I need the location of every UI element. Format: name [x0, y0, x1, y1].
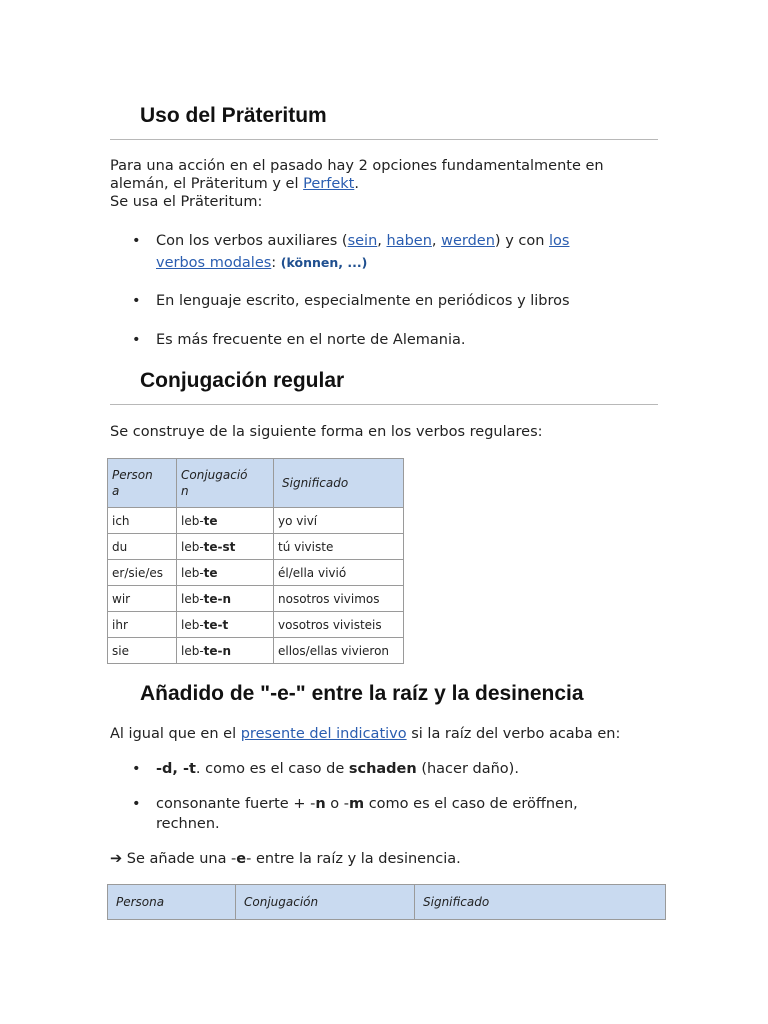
- conjugation-table-2: [107, 884, 666, 920]
- cell-person: du: [108, 534, 177, 560]
- link-verbos-modales[interactable]: los verbos modales: [156, 233, 570, 271]
- cell-person: wir: [108, 586, 177, 612]
- cell-conjugation: leb-te-n: [177, 586, 274, 612]
- cell-person: er/sie/es: [108, 560, 177, 586]
- bullet-bold: schaden: [348, 761, 417, 777]
- separator: ,: [377, 233, 387, 249]
- cell-conjugation: leb-te-n: [177, 638, 274, 664]
- bullet-text: como es el caso de eröffnen,: [364, 796, 578, 812]
- link-sein[interactable]: sein: [347, 233, 378, 249]
- cell-meaning: yo viví: [274, 508, 404, 534]
- heading-uso-prateritum: Uso del Präteritum: [140, 104, 327, 127]
- cell-meaning: vosotros vivisteis: [274, 612, 404, 638]
- bullet-icon: •: [132, 796, 141, 812]
- table-header-persona: Persona: [108, 885, 236, 920]
- bullet-text: (hacer daño).: [416, 761, 519, 777]
- modal-examples: (können, ...): [280, 255, 368, 270]
- table-row: [108, 534, 404, 560]
- usage-list: [110, 230, 650, 351]
- separator: ,: [431, 233, 442, 249]
- list-item: [110, 230, 650, 290]
- bullet-icon: •: [132, 293, 141, 309]
- intro-text: si la raíz del verbo acaba en:: [406, 726, 621, 742]
- cell-conjugation: leb-te-st: [177, 534, 274, 560]
- list-item: [110, 758, 650, 794]
- bullet-icon: •: [132, 233, 141, 249]
- link-werden[interactable]: werden: [441, 233, 495, 249]
- section3-intro: [110, 725, 670, 743]
- bullet-text: :: [271, 255, 281, 271]
- cell-person: ihr: [108, 612, 177, 638]
- section2-intro: Se construye de la siguiente forma en los verbos regulares:: [110, 424, 543, 440]
- link-haben[interactable]: haben: [386, 233, 432, 249]
- table-header-conjugacion: Conjugación: [236, 885, 415, 920]
- ending-list: [110, 758, 650, 838]
- bullet-text: ) y con: [494, 233, 550, 249]
- heading-conjugacion-regular: Conjugación regular: [140, 369, 345, 392]
- intro-paragraph: [110, 157, 670, 211]
- bullet-icon: •: [132, 761, 141, 777]
- cell-person: sie: [108, 638, 177, 664]
- note-text: - entre la raíz y la desinencia.: [246, 851, 461, 867]
- table-row: [108, 612, 404, 638]
- table-row: [108, 560, 404, 586]
- bullet-bold: -d, -t: [156, 761, 196, 777]
- cell-conjugation: leb-te: [177, 560, 274, 586]
- intro-line-2a: alemán, el Präteritum y el: [110, 176, 304, 192]
- list-item: [110, 290, 650, 329]
- cell-conjugation: leb-te: [177, 508, 274, 534]
- table-header-conjugacion: Conjugació n: [177, 459, 274, 508]
- cell-meaning: nosotros vivimos: [274, 586, 404, 612]
- bullet-text: consonante fuerte + -: [156, 796, 316, 812]
- table-header-significado: Significado: [274, 459, 404, 508]
- intro-text: Al igual que en el: [110, 726, 241, 742]
- table-header-persona: Person a: [108, 459, 177, 508]
- link-presente-indicativo[interactable]: presente del indicativo: [240, 726, 407, 742]
- bullet-icon: •: [132, 332, 141, 348]
- list-item: [110, 329, 650, 351]
- heading-divider: [110, 139, 658, 140]
- heading-anadido-e: Añadido de "-e-" entre la raíz y la desinencia: [140, 682, 584, 705]
- bullet-text: En lenguaje escrito, especialmente en periódicos y libros: [156, 293, 570, 309]
- table-row: [108, 508, 404, 534]
- cell-person: ich: [108, 508, 177, 534]
- bullet-text: Con los verbos auxiliares (: [156, 233, 348, 249]
- table-row: [108, 638, 404, 664]
- table-header-significado: Significado: [415, 885, 666, 920]
- cell-conjugation: leb-te-t: [177, 612, 274, 638]
- bullet-text: Es más frecuente en el norte de Alemania.: [156, 332, 466, 348]
- intro-line-2b: .: [354, 176, 359, 192]
- bullet-text: o -: [325, 796, 349, 812]
- section3-note: [110, 850, 670, 868]
- intro-line-3: Se usa el Präteritum:: [110, 194, 263, 210]
- heading-divider: [110, 404, 658, 405]
- conjugation-table: [107, 458, 404, 664]
- intro-line-1: Para una acción en el pasado hay 2 opciones fundamentalmente en: [110, 158, 604, 174]
- cell-meaning: él/ella vivió: [274, 560, 404, 586]
- note-text: ➔ Se añade una -: [110, 851, 237, 867]
- list-item: [110, 794, 650, 838]
- cell-meaning: tú viviste: [274, 534, 404, 560]
- table-row: [108, 586, 404, 612]
- link-perfekt[interactable]: Perfekt: [303, 176, 355, 192]
- cell-meaning: ellos/ellas vivieron: [274, 638, 404, 664]
- bullet-bold: n: [315, 796, 326, 812]
- bullet-text: rechnen.: [156, 816, 220, 832]
- bullet-text: . como es el caso de: [195, 761, 349, 777]
- note-bold: e: [236, 851, 247, 867]
- bullet-bold: m: [348, 796, 365, 812]
